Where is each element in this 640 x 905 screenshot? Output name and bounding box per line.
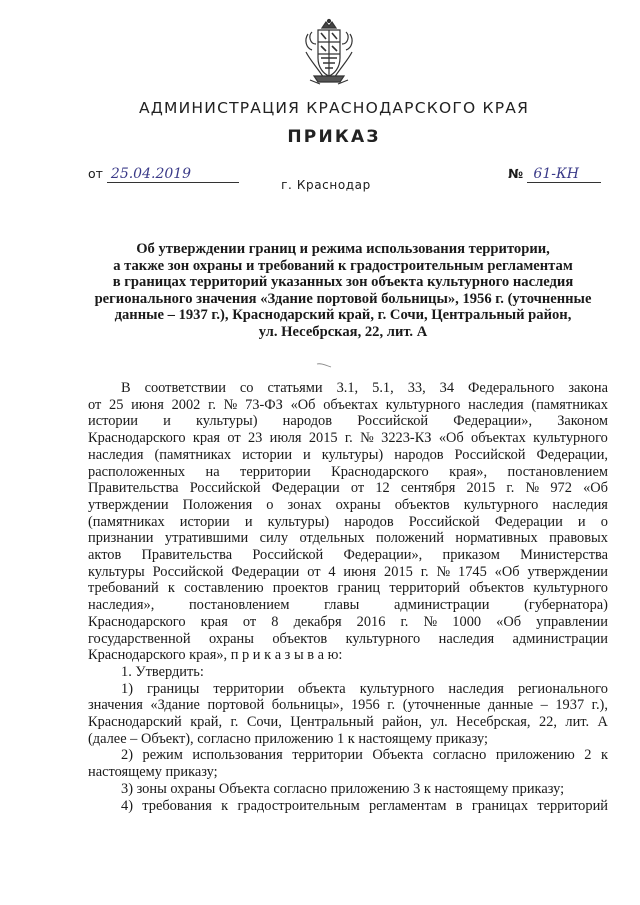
- body-line: [88, 681, 608, 698]
- body-word: №: [360, 430, 374, 447]
- body-word: о: [600, 513, 608, 530]
- body-word: данные: [487, 697, 534, 714]
- body-word: А: [597, 714, 608, 731]
- body-word: 1000: [452, 613, 482, 630]
- body-word: силу: [259, 530, 289, 547]
- body-word: Федерации: [231, 563, 300, 580]
- body-word: администрации: [512, 630, 608, 647]
- body-word: Правительства: [88, 480, 179, 497]
- body-word: управлении: [536, 613, 608, 630]
- body-word: Российской: [408, 513, 480, 530]
- title-line: а также зон охраны и требований к градостроительным регламентам: [113, 257, 573, 274]
- body-word: Федерации: [271, 480, 340, 497]
- body-word: приказом: [442, 547, 500, 564]
- body-word: 73-ФЗ: [245, 396, 283, 413]
- body-word: «Об: [290, 396, 316, 413]
- body-word: зонах: [287, 496, 322, 513]
- body-word: к: [600, 747, 608, 764]
- body-word: культуры): [267, 513, 330, 530]
- body-word: июня: [131, 396, 164, 413]
- body-word: истории: [88, 413, 138, 430]
- body-word: статьями: [267, 380, 323, 396]
- body-word: территории: [240, 463, 311, 480]
- body-word: края: [192, 430, 221, 447]
- body-word: портовой: [207, 697, 265, 714]
- body-line: [88, 547, 608, 564]
- body-word: №: [436, 563, 451, 580]
- body-word: закона: [568, 380, 608, 396]
- body-word: г.: [506, 480, 515, 497]
- body-line: [88, 798, 608, 815]
- body-word: народов: [394, 446, 444, 463]
- body-word: утверждении: [527, 563, 608, 580]
- body-word: г.: [208, 396, 216, 413]
- body-word: культурного: [533, 580, 608, 597]
- body-word: края: [200, 613, 228, 630]
- body-word: и: [244, 513, 253, 530]
- body-word: со: [239, 380, 254, 396]
- body-word: край,: [190, 714, 223, 731]
- body-word: В: [121, 380, 131, 396]
- body-word: Законом: [557, 413, 608, 430]
- body-word: 1956: [350, 697, 380, 714]
- body-word: к: [221, 797, 229, 814]
- body-line: [88, 480, 608, 497]
- body-word: 2015: [466, 480, 496, 497]
- body-word: г.: [400, 613, 409, 630]
- body-word: Объекта: [372, 747, 424, 764]
- body-word: требований: [88, 580, 159, 597]
- body-word: градостроительным: [237, 797, 360, 814]
- body-word: 972: [550, 480, 572, 497]
- body-word: наследия: [438, 630, 495, 647]
- body-word: границы: [147, 680, 200, 697]
- body-word: актов: [88, 547, 122, 564]
- body-word: лит.: [565, 714, 590, 731]
- body-word: 3223-КЗ: [381, 430, 432, 447]
- body-word: использования: [192, 747, 283, 764]
- order-title: [82, 241, 604, 340]
- body-line: [88, 430, 608, 447]
- body-word: Российской: [252, 547, 324, 564]
- body-word: правовых: [549, 530, 608, 547]
- body-word: наследия: [88, 446, 144, 463]
- body-word: положений: [376, 530, 444, 547]
- body-word: отдельных: [299, 530, 365, 547]
- date-prefix: от: [88, 166, 103, 181]
- body-word: народов: [282, 413, 333, 430]
- body-word: 34: [439, 380, 455, 396]
- body-word: культурного: [359, 680, 435, 697]
- body-line: 1. Утвердить:: [121, 663, 204, 680]
- body-line: Краснодарского края», п р и к а з ы в а ю:: [88, 647, 343, 664]
- body-word: от: [88, 396, 102, 413]
- body-line: [88, 631, 608, 648]
- body-word: объектов: [272, 630, 328, 647]
- body-word: 3.1,: [336, 380, 359, 396]
- body-word: постановлением: [188, 597, 290, 614]
- body-word: №: [525, 480, 540, 497]
- title-line: в границах территорий указанных зон объекта культурного наследия: [112, 274, 574, 290]
- body-word: объектах: [323, 396, 379, 413]
- body-word: объекта: [298, 680, 346, 697]
- body-word: и: [163, 413, 171, 430]
- body-word: нормативных: [455, 530, 538, 547]
- body-word: больницы»,: [271, 697, 344, 714]
- body-word: 33,: [407, 380, 426, 396]
- body-word: Центральный: [290, 714, 374, 731]
- body-word: и: [577, 513, 586, 530]
- body-word: (памятниках: [88, 513, 165, 530]
- body-word: культурного: [345, 630, 421, 647]
- body-word: 2016: [356, 613, 386, 630]
- title-line: регионального значения «Здание портовой больницы», 1956 г. (уточненные: [94, 290, 592, 307]
- body-word: территорий: [389, 580, 461, 597]
- body-word: (уточненные: [402, 697, 481, 714]
- body-word: к: [167, 580, 175, 597]
- body-word: «Об: [494, 563, 520, 580]
- document-type-heading: ПРИКАЗ: [287, 127, 381, 147]
- body-word: истории: [179, 513, 230, 530]
- body-word: требования: [142, 797, 212, 814]
- body-word: охраны: [208, 630, 254, 647]
- body-word: утратившими: [164, 530, 249, 547]
- body-word: 23: [247, 430, 263, 447]
- body-word: июня: [343, 563, 377, 580]
- body-word: Федерального: [468, 380, 555, 396]
- handwritten-date: 25.04.2019: [107, 166, 239, 183]
- pen-mark-icon: [316, 362, 332, 368]
- body-word: 2): [121, 747, 133, 764]
- body-word: «Здание: [150, 697, 200, 714]
- body-word: 25: [109, 396, 124, 413]
- body-word: –: [540, 697, 548, 714]
- body-word: территории: [213, 680, 284, 697]
- body-word: государственной: [88, 630, 191, 647]
- body-line: [88, 564, 608, 581]
- body-word: Краснодарского: [331, 463, 429, 480]
- body-word: народов: [344, 513, 394, 530]
- body-word: «Об: [496, 613, 522, 630]
- body-word: 2015: [308, 430, 338, 447]
- body-word: объектах: [471, 430, 526, 447]
- body-word: Российской: [152, 563, 224, 580]
- issuer-heading: АДМИНИСТРАЦИЯ КРАСНОДАРСКОГО КРАЯ: [138, 99, 530, 117]
- body-word: проектов: [272, 580, 329, 597]
- body-word: и: [303, 446, 311, 463]
- body-word: от: [350, 480, 365, 497]
- body-word: Сочи,: [246, 714, 282, 731]
- body-word: наследия: [468, 396, 524, 413]
- body-word: Несебрская,: [456, 714, 531, 731]
- title-line: данные – 1937 г.), Краснодарский край, г. Сочи, Центральный район,: [114, 307, 572, 323]
- body-word: Федерации»,: [343, 547, 423, 564]
- body-line: [88, 380, 608, 397]
- body-word: ул.: [430, 714, 448, 731]
- body-word: (губернатора): [524, 597, 608, 614]
- body-word: июля: [269, 430, 302, 447]
- body-word: культуры: [88, 563, 145, 580]
- body-word: Российской: [189, 480, 261, 497]
- body-word: 1745: [458, 563, 487, 580]
- body-word: соответствии: [144, 380, 226, 396]
- body-word: охраны: [335, 496, 381, 513]
- body-word: от: [227, 430, 241, 447]
- body-line: [88, 614, 608, 631]
- body-line: [88, 597, 608, 614]
- body-word: г.: [420, 563, 429, 580]
- body-word: границах: [471, 797, 529, 814]
- body-line: настоящему приказу;: [88, 764, 218, 781]
- body-word: 4: [328, 563, 336, 580]
- body-word: Краснодарский: [88, 714, 182, 731]
- body-word: 12: [375, 480, 390, 497]
- body-word: от: [242, 613, 257, 630]
- body-word: Российской: [454, 446, 526, 463]
- body-word: «Об: [438, 430, 464, 447]
- body-line: [88, 530, 608, 547]
- body-word: культурного: [533, 430, 608, 447]
- body-line: 3) зоны охраны Объекта согласно приложению 3 к настоящему приказу;: [121, 780, 565, 797]
- body-line: [88, 714, 608, 731]
- body-word: Краснодарского: [88, 613, 186, 630]
- body-word: наследия: [448, 680, 504, 697]
- body-word: значения: [88, 697, 143, 714]
- body-word: главы: [324, 597, 360, 614]
- body-word: согласно: [432, 747, 487, 764]
- body-word: на: [205, 463, 220, 480]
- body-word: культурного: [385, 396, 461, 413]
- body-word: 1): [121, 680, 133, 697]
- body-word: регионального: [517, 680, 608, 697]
- body-word: Правительства: [141, 547, 233, 564]
- body-line: [88, 497, 608, 514]
- body-word: объектов: [469, 580, 525, 597]
- body-word: 5.1,: [372, 380, 394, 396]
- body-word: район,: [382, 714, 422, 731]
- coat-of-arms-icon: [300, 18, 358, 86]
- body-word: 2002: [171, 396, 201, 413]
- body-word: наследия»,: [88, 597, 155, 614]
- body-word: регламентам: [368, 797, 447, 814]
- body-word: сентября: [400, 480, 456, 497]
- body-line: (далее – Объект), согласно приложению 1 к настоящему приказу;: [88, 730, 488, 747]
- body-word: Положения: [182, 496, 253, 513]
- body-word: г.: [230, 714, 239, 731]
- body-word: 2: [584, 747, 592, 764]
- city-label: г. Краснодар: [281, 178, 371, 192]
- body-word: утверждении: [88, 496, 169, 513]
- order-body: [88, 380, 608, 814]
- body-word: объектов: [394, 496, 450, 513]
- body-word: признании: [88, 530, 154, 547]
- body-word: территорий: [537, 797, 608, 814]
- body-line: [88, 447, 608, 464]
- body-line: [88, 514, 608, 531]
- body-word: 2015: [384, 563, 413, 580]
- body-word: о: [266, 496, 274, 513]
- body-word: (памятниках: [531, 396, 608, 413]
- body-word: края»,: [449, 463, 488, 480]
- body-word: декабря: [293, 613, 342, 630]
- body-line: [88, 747, 608, 764]
- body-word: 1937: [555, 697, 585, 714]
- body-word: режим: [142, 747, 183, 764]
- handwritten-number: 61-КН: [527, 166, 601, 183]
- number-prefix: №: [508, 166, 524, 181]
- body-word: №: [223, 396, 238, 413]
- body-word: Министерства: [520, 547, 608, 564]
- body-word: №: [423, 613, 438, 630]
- body-word: культурного: [463, 496, 539, 513]
- body-word: администрации: [394, 597, 490, 614]
- body-word: территории: [292, 747, 363, 764]
- body-line: [88, 697, 608, 714]
- body-word: истории: [242, 446, 293, 463]
- body-word: г.: [387, 697, 396, 714]
- title-line: ул. Несебрская, 22, лит. А: [258, 323, 428, 340]
- body-line: [88, 397, 608, 414]
- body-word: (памятниках: [154, 446, 232, 463]
- body-word: культуры): [321, 446, 384, 463]
- body-word: 8: [271, 613, 279, 630]
- body-word: Федерации,: [536, 446, 608, 463]
- body-word: приложению: [495, 747, 575, 764]
- body-word: Российской: [357, 413, 429, 430]
- body-word: г.: [344, 430, 353, 447]
- body-word: Федерации: [494, 513, 563, 530]
- body-word: Краснодарского: [88, 430, 186, 447]
- body-word: наследия: [552, 496, 608, 513]
- body-word: составлению: [184, 580, 264, 597]
- body-word: 22,: [538, 714, 557, 731]
- title-line: Об утверждении границ и режима использования территории,: [136, 241, 550, 257]
- body-word: культуры): [196, 413, 258, 430]
- body-word: «Об: [583, 480, 608, 497]
- body-word: постановлением: [507, 463, 608, 480]
- body-line: [88, 464, 608, 481]
- body-word: в: [455, 797, 463, 814]
- body-word: расположенных: [88, 463, 186, 480]
- body-word: границ: [337, 580, 381, 597]
- body-word: от: [307, 563, 321, 580]
- body-word: Федерации»,: [453, 413, 533, 430]
- body-line: [88, 413, 608, 430]
- body-word: г.),: [591, 697, 608, 714]
- body-line: [88, 580, 608, 597]
- body-word: 4): [121, 797, 133, 814]
